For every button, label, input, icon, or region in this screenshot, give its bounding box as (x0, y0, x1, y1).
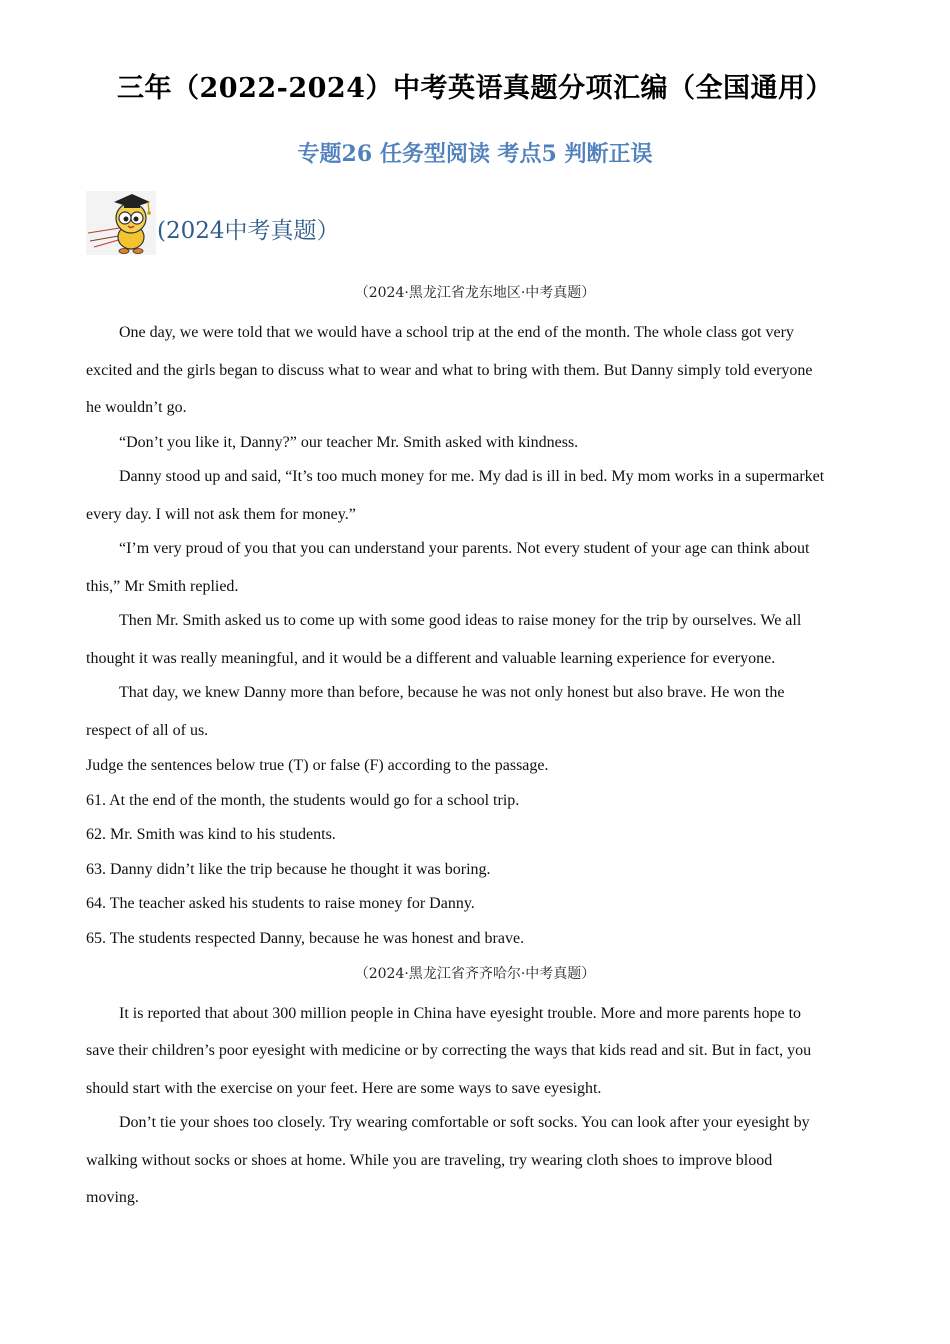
text-line: thought it was really meaningful, and it would be a different and valuable learning experience for everyone. (86, 649, 776, 667)
passage1-paragraph (86, 458, 864, 533)
text-line: Danny stood up and said, “It’s too much money for me. My dad is ill in bed. My mom works in a supermarket (119, 468, 825, 485)
year-banner (86, 191, 340, 255)
passage1-paragraph (86, 314, 864, 427)
passage1-paragraph (86, 424, 864, 462)
text-line: respect of all of us. (86, 721, 209, 739)
text-line: Then Mr. Smith asked us to come up with some good ideas to raise money for the trip by ourselves. We all (119, 612, 802, 629)
question-item: 64. The teacher asked his students to raise money for Danny. (86, 895, 475, 913)
text-line: walking without socks or shoes at home. While you are traveling, try wearing cloth shoes to improve blood (86, 1151, 773, 1169)
question-item: 61. At the end of the month, the students would go for a school trip. (86, 791, 520, 809)
text-line: One day, we were told that we would have a school trip at the end of the month. The whole class got very (119, 324, 794, 341)
graduate-owl-mascot-icon (86, 191, 156, 255)
question-item: 62. Mr. Smith was kind to his students. (86, 826, 336, 844)
text-line: should start with the exercise on your feet. Here are some ways to save eyesight. (86, 1079, 602, 1097)
passage1-paragraph (86, 530, 864, 605)
text-line: “I’m very proud of you that you can understand your parents. Not every student of your age can think about (119, 540, 810, 557)
question-instruction: Judge the sentences below true (T) or false (F) according to the passage. (86, 757, 549, 774)
question-item: 63. Danny didn’t like the trip because he thought it was boring. (86, 860, 491, 878)
text-line: Don’t tie your shoes too closely. Try wearing comfortable or soft socks. You can look after your eyesight by (119, 1114, 810, 1132)
text-line: save their children’s poor eyesight with medicine or by correcting the ways that kids read and sit. But in fact, you (86, 1042, 812, 1060)
text-line: It is reported that about 300 million people in China have eyesight trouble. More and more parents hope to (119, 1004, 802, 1022)
passage1-source: （2024·黑龙江省龙东地区·中考真题） (354, 285, 596, 301)
text-line: That day, we knew Danny more than before, because he was not only honest but also brave. He won the (119, 684, 785, 701)
text-line: excited and the girls began to discuss what to wear and what to bring with them. But Danny simply told everyone (86, 361, 813, 379)
topic-subtitle: 专题26 任务型阅读 考点5 判断正误 (297, 141, 653, 167)
passage1-paragraph (86, 674, 864, 749)
text-line: every day. I will not ask them for money.” (86, 505, 356, 523)
text-line: “Don’t you like it, Danny?” our teacher Mr. Smith asked with kindness. (119, 433, 579, 451)
content-body (86, 280, 864, 1217)
text-line: this,” Mr Smith replied. (86, 577, 239, 595)
passage2-source: （2024·黑龙江省齐齐哈尔·中考真题） (354, 965, 596, 982)
passage2-paragraph (86, 1104, 864, 1217)
text-line: he wouldn’t go. (86, 399, 187, 416)
year-label: (2024中考真题） (157, 217, 340, 244)
document-title: 三年（2022-2024）中考英语真题分项汇编（全国通用） (117, 73, 833, 104)
text-line: moving. (86, 1189, 139, 1207)
passage1-paragraph (86, 602, 864, 677)
question-item: 65. The students respected Danny, because he was honest and brave. (86, 929, 525, 947)
passage2-paragraph (86, 995, 864, 1108)
